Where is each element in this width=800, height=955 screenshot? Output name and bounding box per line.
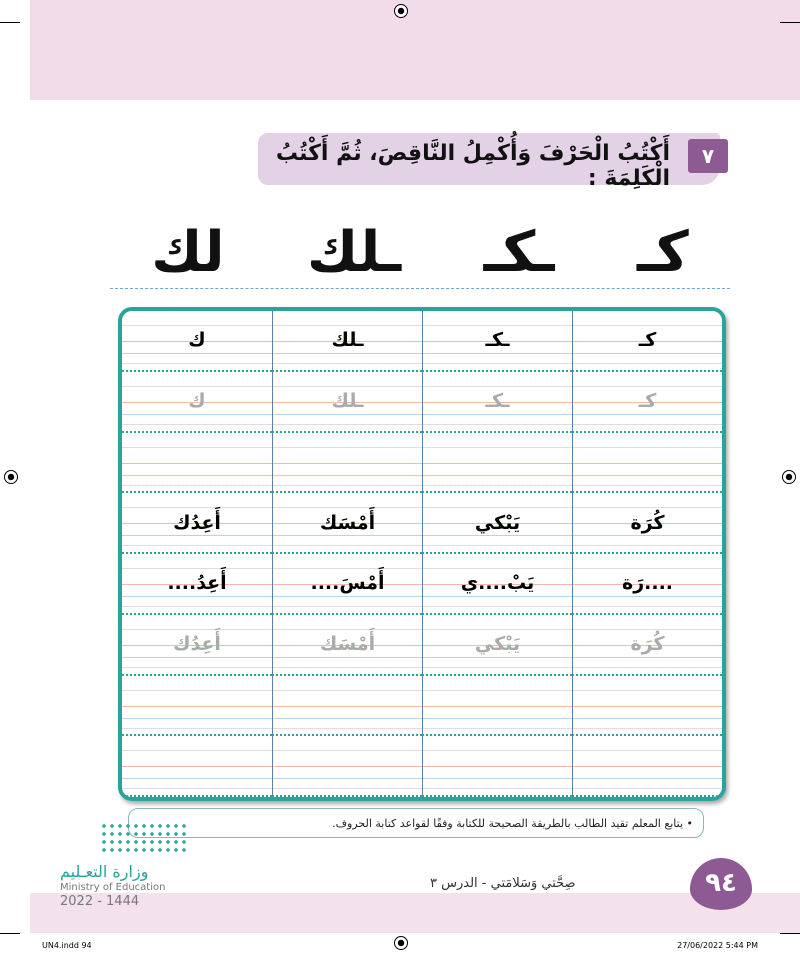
practice-cell[interactable]: [572, 433, 722, 494]
practice-cell: أَعِدُك: [122, 493, 272, 554]
ministry-logo-icon: [100, 822, 190, 852]
letter-models: [110, 218, 730, 289]
ministry-name-ar: وزارة التعـليم: [60, 862, 149, 881]
slug-file: UN4.indd 94: [42, 941, 92, 950]
practice-cell: كُرَة: [572, 493, 722, 554]
letter-model: ـلك: [306, 220, 402, 285]
letter-model: لك: [151, 220, 225, 285]
practice-cell: ....رَة: [572, 554, 722, 615]
header-band: [30, 0, 800, 100]
registration-mark-icon: [394, 4, 408, 18]
practice-cell: يَبْكي: [422, 615, 572, 676]
instruction-text: أَكْتُبُ الْحَرْفَ وَأُكْمِلُ النَّاقِصَ، ثُمَّ أَكْتُبُ الْكَلِمَةَ :: [275, 141, 670, 191]
practice-cell: أَعِدُ....: [122, 554, 272, 615]
exercise-instruction: [258, 133, 720, 191]
practice-cell: ـكـ: [422, 372, 572, 433]
ministry-name-en: Ministry of Education: [60, 882, 166, 893]
practice-cell[interactable]: [272, 736, 422, 797]
slug-date: 27/06/2022 5:44 PM: [677, 941, 758, 950]
teacher-note: • يتابع المعلم تقيد الطالب بالطريقة الصحيحة للكتابة وفقًا لقواعد كتابة الحروف.: [128, 808, 704, 838]
practice-cell[interactable]: [122, 736, 272, 797]
footer-band: [30, 893, 800, 933]
registration-mark-icon: [782, 470, 796, 484]
practice-cell: أَمْسَك: [272, 493, 422, 554]
practice-cell: كُرَة: [572, 615, 722, 676]
practice-cell: يَبْكي: [422, 493, 572, 554]
practice-cell[interactable]: [572, 676, 722, 737]
practice-cell[interactable]: [272, 433, 422, 494]
practice-cell[interactable]: [572, 736, 722, 797]
practice-cell: أَمْسَك: [272, 615, 422, 676]
crop-mark: [780, 22, 800, 23]
page-number: ٩٤: [690, 858, 752, 910]
practice-cell: ـكـ: [422, 311, 572, 372]
practice-cell: ـلك: [272, 372, 422, 433]
practice-cell: يَبْ....ي: [422, 554, 572, 615]
year: 2022 - 1444: [60, 894, 140, 909]
practice-cell: كـ: [572, 311, 722, 372]
letter-model: ـكـ: [483, 220, 555, 285]
registration-mark-icon: [4, 470, 18, 484]
practice-cell[interactable]: [422, 736, 572, 797]
practice-cell: ك: [122, 372, 272, 433]
registration-mark-icon: [394, 936, 408, 950]
practice-cell: ـلك: [272, 311, 422, 372]
practice-cell: أَمْسَ....: [272, 554, 422, 615]
practice-cell: ك: [122, 311, 272, 372]
practice-cell: أَعِدُك: [122, 615, 272, 676]
practice-cell: كـ: [572, 372, 722, 433]
crop-mark: [0, 933, 20, 934]
exercise-number: ٧: [688, 139, 728, 173]
lesson-title: صِحَّتي وَسَلامَتي - الدرس ٣: [430, 876, 576, 891]
practice-cell[interactable]: [122, 433, 272, 494]
letter-model: كـ: [637, 220, 689, 285]
practice-cell[interactable]: [422, 433, 572, 494]
crop-mark: [0, 22, 20, 23]
practice-cell[interactable]: [422, 676, 572, 737]
crop-mark: [780, 933, 800, 934]
practice-cell[interactable]: [272, 676, 422, 737]
writing-practice-table: [118, 307, 726, 801]
practice-cell[interactable]: [122, 676, 272, 737]
